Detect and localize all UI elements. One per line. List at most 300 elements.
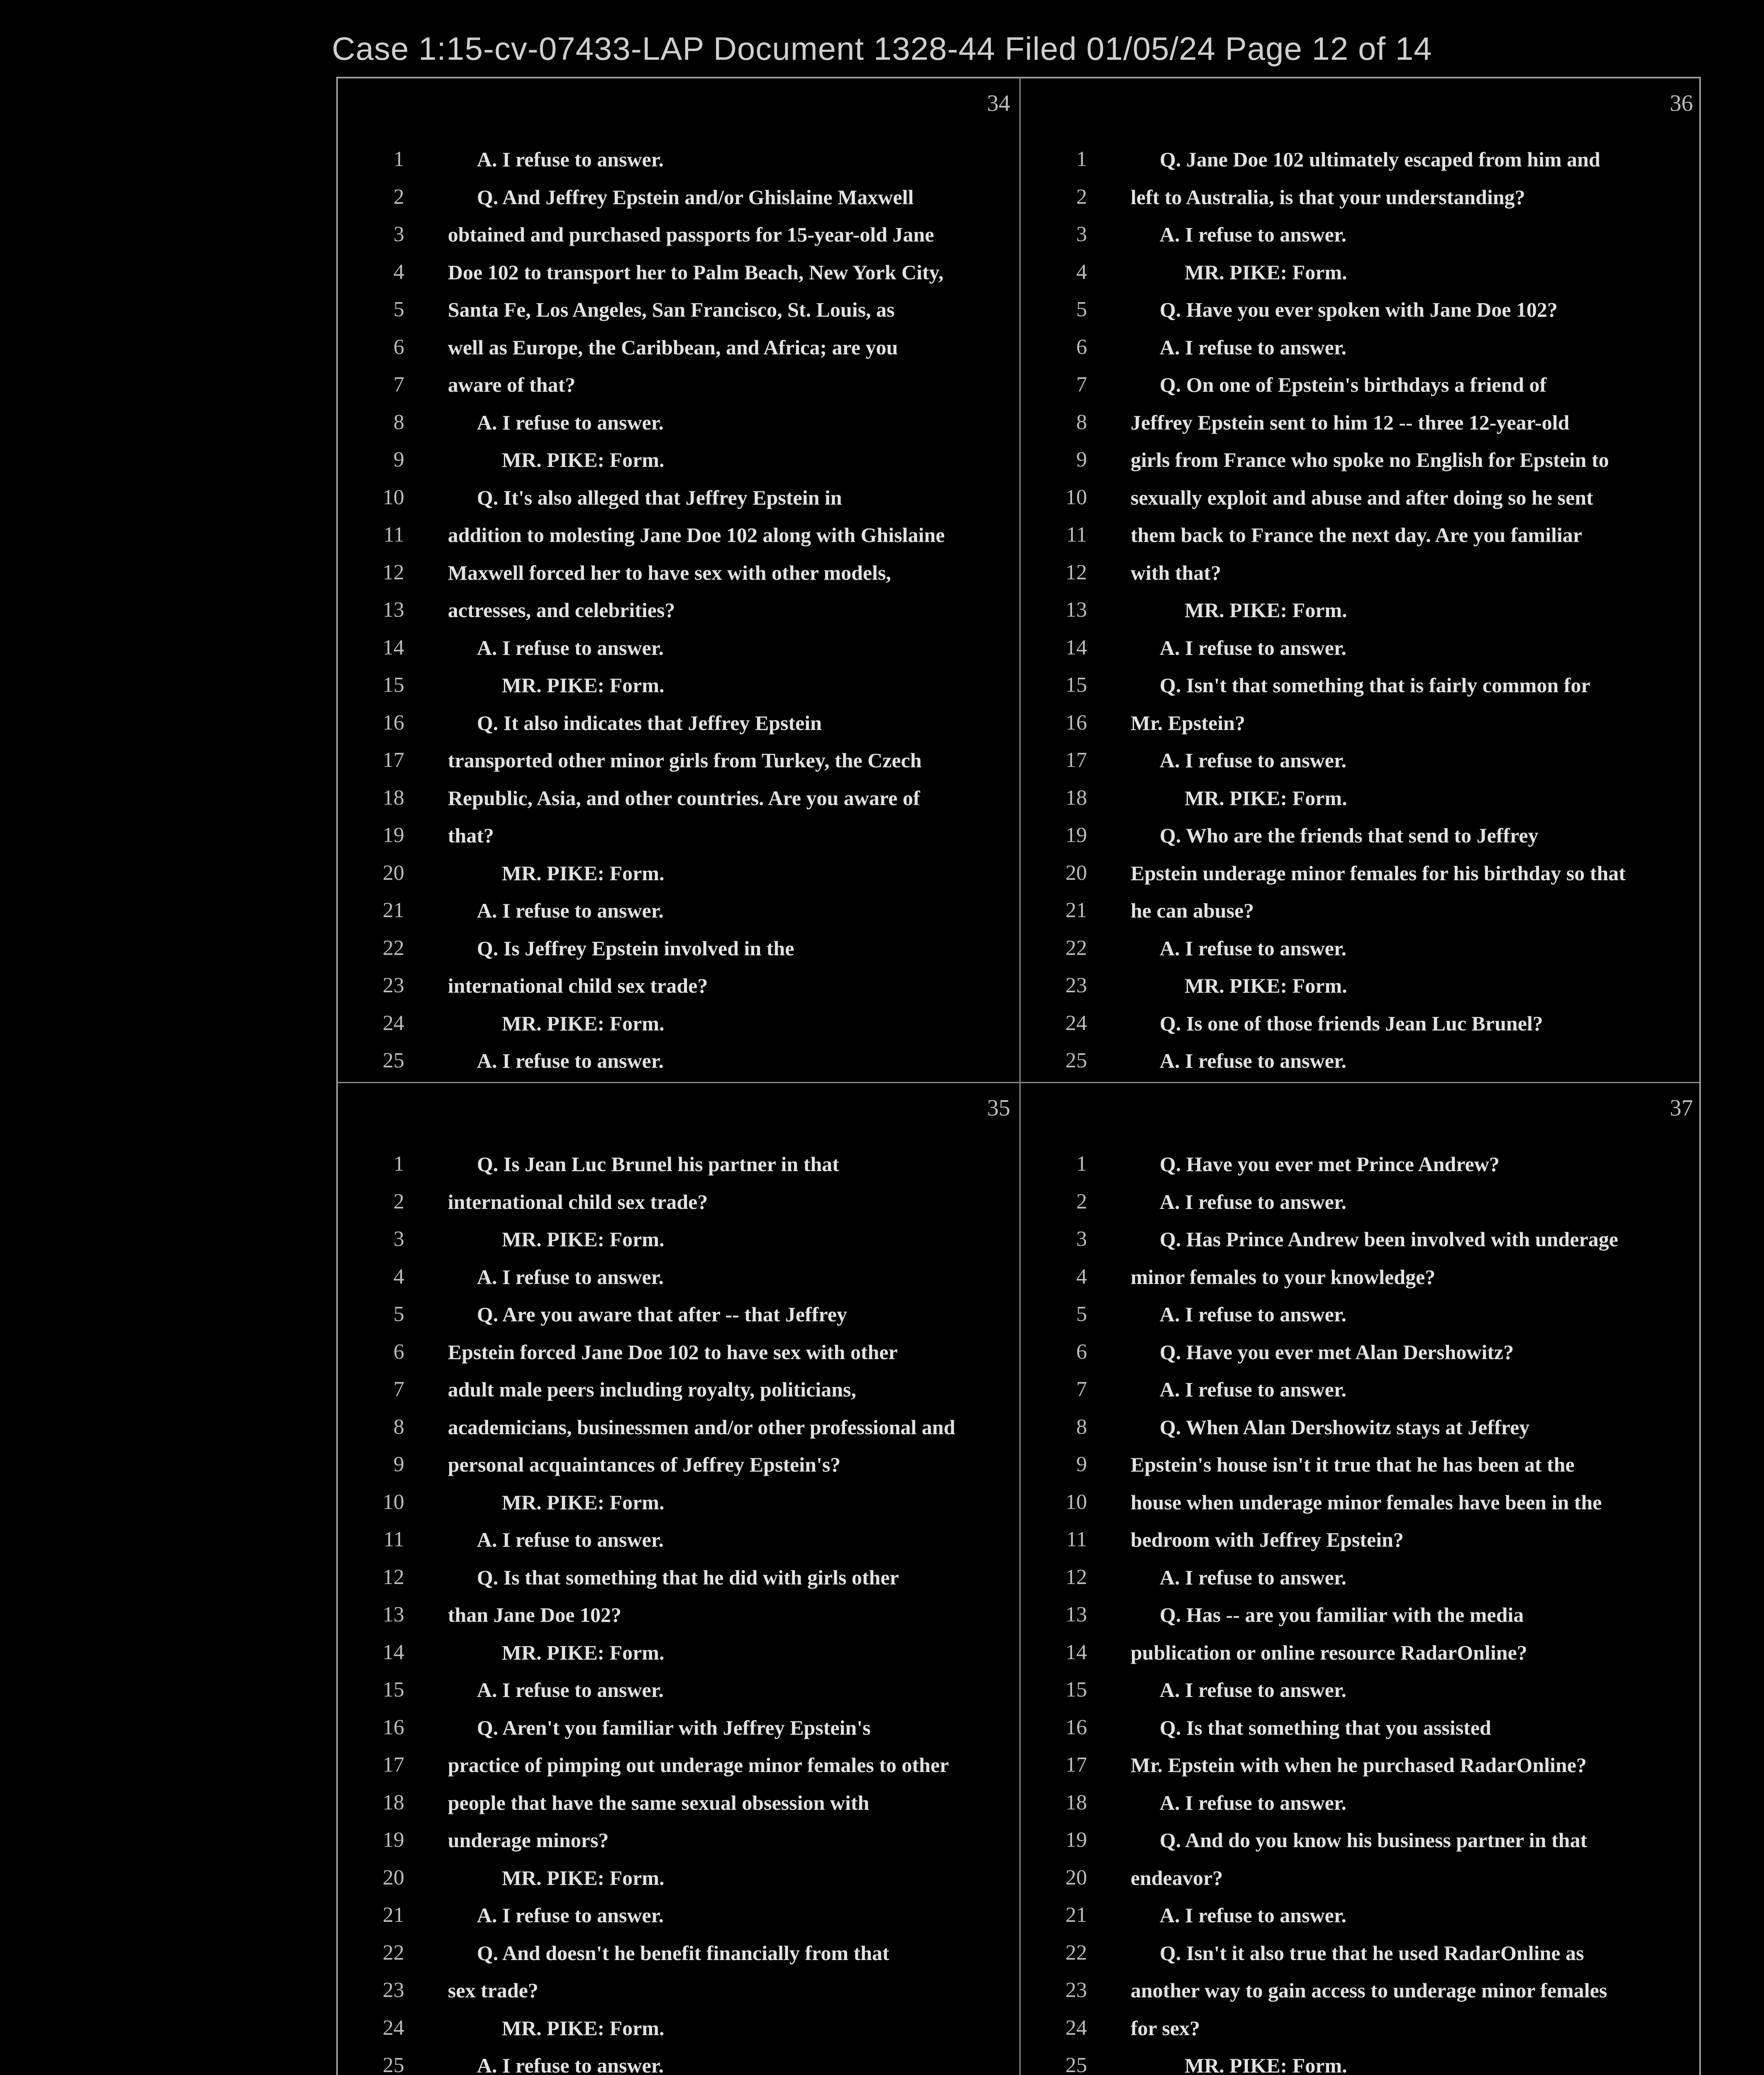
- line-text: A. I refuse to answer.: [1160, 223, 1346, 246]
- line-number: 15: [1065, 673, 1087, 697]
- line-text: underage minors?: [448, 1828, 609, 1852]
- line-number: 16: [383, 710, 404, 735]
- line-text: Q. Isn't that something that is fairly common for: [1160, 674, 1591, 697]
- line-text: Republic, Asia, and other countries. Are you aware of: [448, 786, 920, 810]
- line-text: publication or online resource RadarOnline?: [1131, 1640, 1527, 1664]
- transcript-line: [338, 254, 1019, 291]
- line-text: A. I refuse to answer.: [477, 148, 664, 171]
- line-text: sexually exploit and abuse and after doing so he sent: [1131, 486, 1593, 509]
- transcript-line: [338, 1559, 1019, 1597]
- line-text: Q. Is Jean Luc Brunel his partner in that: [477, 1152, 839, 1176]
- transcript-line: [1021, 1258, 1701, 1296]
- line-number: 6: [393, 335, 404, 359]
- transcript-line: [1021, 1634, 1701, 1672]
- line-number: 3: [393, 1227, 404, 1251]
- line-text: A. I refuse to answer.: [1160, 1190, 1346, 1213]
- transcript-lines: [1021, 1145, 1701, 2075]
- transcript-line: [338, 2047, 1019, 2075]
- transcript-line: [1021, 930, 1701, 967]
- line-text: MR. PIKE: Form.: [1185, 974, 1347, 997]
- transcript-line: [338, 178, 1019, 216]
- line-number: 12: [1065, 1565, 1087, 1589]
- line-number: 12: [1065, 560, 1087, 584]
- line-text: A. I refuse to answer.: [1160, 1565, 1346, 1589]
- line-text: MR. PIKE: Form.: [502, 2016, 665, 2040]
- transcript-line: [1021, 291, 1701, 329]
- line-number: 14: [1065, 1640, 1087, 1664]
- line-number: 19: [383, 1828, 404, 1852]
- transcript-line: [1021, 1934, 1701, 1972]
- line-text: Q. And doesn't he benefit financially from that: [477, 1941, 889, 1965]
- line-text: Q. Aren't you familiar with Jeffrey Epstein's: [477, 1716, 871, 1739]
- line-number: 4: [1076, 260, 1087, 284]
- transcript-line: [338, 930, 1019, 967]
- line-number: 9: [1076, 1452, 1087, 1476]
- line-number: 5: [393, 298, 404, 321]
- line-number: 13: [383, 598, 404, 622]
- line-number: 22: [1065, 1941, 1087, 1965]
- line-number: 16: [1065, 710, 1087, 735]
- transcript-line: [338, 1596, 1019, 1634]
- transcript-line: [1021, 366, 1701, 404]
- transcript-line: [1021, 2047, 1701, 2075]
- transcript-panel-page-37: [1021, 1083, 1701, 2075]
- transcript-line: [338, 1709, 1019, 1747]
- line-text: bedroom with Jeffrey Epstein?: [1131, 1528, 1404, 1551]
- transcript-line: [1021, 2009, 1701, 2047]
- line-text: than Jane Doe 102?: [448, 1603, 622, 1626]
- line-text: A. I refuse to answer.: [1160, 636, 1346, 659]
- transcript-line: [1021, 591, 1701, 629]
- line-number: 22: [383, 1941, 404, 1965]
- line-text: obtained and purchased passports for 15-year-old Jane: [448, 223, 934, 246]
- transcript-line: [1021, 629, 1701, 667]
- transcript-line: [338, 779, 1019, 817]
- transcript-line: [1021, 404, 1701, 442]
- transcript-line: [338, 854, 1019, 892]
- line-number: 20: [383, 861, 404, 885]
- line-text: Q. Have you ever spoken with Jane Doe 102?: [1160, 298, 1558, 321]
- line-text: Mr. Epstein?: [1131, 711, 1245, 735]
- transcript-line: [1021, 1296, 1701, 1333]
- transcript-line: [338, 1746, 1019, 1784]
- line-text: Q. Has -- are you familiar with the media: [1160, 1603, 1524, 1626]
- line-text: Q. Isn't it also true that he used RadarOnline as: [1160, 1941, 1584, 1965]
- line-number: 5: [1076, 298, 1087, 321]
- transcript-line: [338, 1784, 1019, 1822]
- line-number: 24: [383, 1011, 404, 1035]
- line-text: A. I refuse to answer.: [1160, 1904, 1346, 1927]
- transcript-line: [1021, 1821, 1701, 1859]
- transcript-line: [338, 892, 1019, 930]
- transcript-panel-page-36: [1021, 78, 1701, 1082]
- line-text: international child sex trade?: [448, 1190, 708, 1213]
- page-number: 36: [1670, 90, 1693, 116]
- line-number: 13: [1065, 1603, 1087, 1626]
- transcript-line: [338, 141, 1019, 178]
- transcript-panel-page-34: [338, 78, 1019, 1082]
- transcript-line: [1021, 554, 1701, 592]
- line-number: 4: [393, 260, 404, 284]
- page-number: 35: [987, 1095, 1010, 1121]
- line-text: Q. Is that something that he did with girls other: [477, 1565, 899, 1589]
- line-number: 12: [383, 560, 404, 584]
- line-text: girls from France who spoke no English for Epstein to: [1131, 448, 1609, 471]
- line-number: 11: [1066, 523, 1087, 547]
- line-number: 25: [383, 1049, 404, 1072]
- line-text: Mr. Epstein with when he purchased RadarOnline?: [1131, 1753, 1587, 1777]
- transcript-lines: [338, 1145, 1019, 2075]
- line-number: 12: [383, 1565, 404, 1589]
- line-number: 8: [1076, 410, 1087, 434]
- line-number: 5: [1076, 1302, 1087, 1326]
- line-number: 9: [1076, 448, 1087, 471]
- line-number: 23: [383, 974, 404, 997]
- line-text: A. I refuse to answer.: [477, 1049, 664, 1072]
- line-text: Q. Has Prince Andrew been involved with underage: [1160, 1228, 1618, 1251]
- transcript-line: [1021, 1859, 1701, 1897]
- transcript-line: [1021, 1784, 1701, 1822]
- line-number: 24: [1065, 1011, 1087, 1035]
- line-text: A. I refuse to answer.: [477, 1528, 664, 1551]
- line-text: A. I refuse to answer.: [477, 1265, 664, 1289]
- line-text: MR. PIKE: Form.: [502, 674, 665, 697]
- line-text: Jeffrey Epstein sent to him 12 -- three 12-year-old: [1131, 410, 1570, 434]
- line-text: Q. It also indicates that Jeffrey Epstein: [477, 711, 822, 735]
- transcript-line: [338, 329, 1019, 366]
- line-text: MR. PIKE: Form.: [502, 448, 665, 471]
- line-number: 2: [1076, 185, 1087, 209]
- line-text: A. I refuse to answer.: [477, 1904, 664, 1927]
- line-text: A. I refuse to answer.: [1160, 1303, 1346, 1326]
- line-number: 14: [383, 1640, 404, 1664]
- transcript-line: [338, 516, 1019, 554]
- transcript-line: [1021, 141, 1701, 178]
- line-number: 3: [1076, 1227, 1087, 1251]
- transcript-line: [338, 291, 1019, 329]
- transcript-line: [338, 1409, 1019, 1446]
- line-number: 16: [383, 1715, 404, 1739]
- transcript-line: [1021, 892, 1701, 930]
- line-number: 14: [383, 635, 404, 659]
- line-text: left to Australia, is that your understanding?: [1131, 185, 1525, 209]
- line-text: adult male peers including royalty, politicians,: [448, 1378, 856, 1401]
- line-text: personal acquaintances of Jeffrey Epstein's?: [448, 1453, 841, 1476]
- line-text: transported other minor girls from Turkey, the Czech: [448, 749, 922, 772]
- transcript-line: [1021, 1042, 1701, 1080]
- line-number: 17: [1065, 1753, 1087, 1777]
- line-number: 7: [1076, 373, 1087, 396]
- line-number: 18: [1065, 1790, 1087, 1814]
- transcript-line: [1021, 1596, 1701, 1634]
- transcript-line: [338, 1145, 1019, 1183]
- transcript-line: [1021, 1559, 1701, 1597]
- line-text: Q. When Alan Dershowitz stays at Jeffrey: [1160, 1415, 1530, 1439]
- line-text: Q. Is that something that you assisted: [1160, 1716, 1491, 1739]
- line-number: 13: [1065, 598, 1087, 622]
- line-text: MR. PIKE: Form.: [1185, 260, 1347, 284]
- line-text: A. I refuse to answer.: [1160, 1049, 1346, 1072]
- line-text: Q. Are you aware that after -- that Jeffrey: [477, 1303, 847, 1326]
- transcript-line: [338, 1221, 1019, 1258]
- line-number: 9: [393, 1452, 404, 1476]
- line-number: 23: [383, 1978, 404, 2002]
- transcript-line: [1021, 1409, 1701, 1446]
- transcript-line: [1021, 216, 1701, 254]
- line-text: MR. PIKE: Form.: [502, 1228, 665, 1251]
- line-number: 1: [393, 1152, 404, 1176]
- line-text: international child sex trade?: [448, 974, 708, 997]
- line-text: MR. PIKE: Form.: [1185, 2054, 1347, 2075]
- line-number: 4: [393, 1265, 404, 1289]
- line-number: 20: [383, 1865, 404, 1889]
- transcript-frame: [336, 77, 1701, 2075]
- line-number: 10: [1065, 485, 1087, 509]
- transcript-line: [338, 1634, 1019, 1672]
- transcript-line: [1021, 1333, 1701, 1371]
- line-text: A. I refuse to answer.: [1160, 936, 1346, 960]
- line-text: sex trade?: [448, 1979, 538, 2002]
- line-number: 19: [383, 823, 404, 847]
- transcript-line: [338, 1446, 1019, 1484]
- transcript-line: [338, 1333, 1019, 1371]
- transcript-line: [338, 1821, 1019, 1859]
- line-number: 6: [1076, 335, 1087, 359]
- line-text: A. I refuse to answer.: [1160, 749, 1346, 772]
- line-number: 9: [393, 448, 404, 471]
- transcript-line: [338, 1859, 1019, 1897]
- transcript-line: [1021, 967, 1701, 1005]
- line-number: 23: [1065, 974, 1087, 997]
- line-text: actresses, and celebrities?: [448, 598, 675, 622]
- transcript-line: [338, 479, 1019, 517]
- case-header: Case 1:15-cv-07433-LAP Document 1328-44 Filed 01/05/24 Page 12 of 14: [332, 30, 1432, 67]
- line-text: Q. And do you know his business partner in that: [1160, 1828, 1587, 1852]
- transcript-line: [338, 817, 1019, 854]
- transcript-line: [1021, 329, 1701, 366]
- line-number: 18: [1065, 786, 1087, 810]
- page-number: 37: [1670, 1095, 1693, 1121]
- line-number: 2: [393, 185, 404, 209]
- line-number: 11: [383, 523, 404, 547]
- transcript-line: [1021, 854, 1701, 892]
- line-text: house when underage minor females have been in the: [1131, 1490, 1602, 1514]
- transcript-line: [1021, 1145, 1701, 1183]
- line-number: 18: [383, 1790, 404, 1814]
- line-text: Q. Who are the friends that send to Jeffrey: [1160, 824, 1539, 847]
- line-number: 10: [383, 485, 404, 509]
- line-text: Epstein forced Jane Doe 102 to have sex with other: [448, 1340, 898, 1364]
- line-number: 22: [383, 936, 404, 960]
- line-text: A. I refuse to answer.: [477, 1678, 664, 1702]
- line-number: 6: [393, 1340, 404, 1364]
- transcript-line: [1021, 817, 1701, 854]
- line-number: 24: [383, 2016, 404, 2040]
- transcript-line: [1021, 479, 1701, 517]
- line-number: 21: [383, 898, 404, 922]
- transcript-line: [1021, 742, 1701, 779]
- line-text: Maxwell forced her to have sex with other models,: [448, 561, 891, 584]
- line-number: 21: [383, 1903, 404, 1927]
- line-number: 5: [393, 1302, 404, 1326]
- line-number: 19: [1065, 1828, 1087, 1852]
- line-text: MR. PIKE: Form.: [502, 1866, 665, 1889]
- line-text: MR. PIKE: Form.: [502, 1490, 665, 1514]
- line-number: 17: [383, 748, 404, 772]
- transcript-line: [338, 441, 1019, 479]
- line-text: A. I refuse to answer.: [477, 2054, 664, 2075]
- transcript-line: [338, 967, 1019, 1005]
- line-number: 13: [383, 1603, 404, 1626]
- transcript-panel-page-35: [338, 1083, 1019, 2075]
- line-text: he can abuse?: [1131, 899, 1254, 922]
- line-text: MR. PIKE: Form.: [502, 861, 665, 885]
- line-number: 18: [383, 786, 404, 810]
- line-number: 15: [1065, 1678, 1087, 1702]
- page-number: 34: [987, 90, 1010, 116]
- line-number: 21: [1065, 1903, 1087, 1927]
- line-number: 10: [1065, 1490, 1087, 1514]
- line-number: 3: [1076, 222, 1087, 246]
- line-number: 6: [1076, 1340, 1087, 1364]
- transcript-line: [338, 704, 1019, 742]
- line-text: that?: [448, 824, 494, 847]
- line-number: 24: [1065, 2016, 1087, 2040]
- line-number: 8: [393, 410, 404, 434]
- transcript-line: [338, 1258, 1019, 1296]
- line-number: 10: [383, 1490, 404, 1514]
- transcript-line: [1021, 516, 1701, 554]
- transcript-lines: [338, 141, 1019, 1080]
- line-text: Q. It's also alleged that Jeffrey Epstein in: [477, 486, 842, 509]
- line-number: 7: [393, 373, 404, 396]
- line-text: MR. PIKE: Form.: [1185, 598, 1347, 622]
- line-number: 15: [383, 1678, 404, 1702]
- line-number: 8: [1076, 1415, 1087, 1439]
- transcript-line: [338, 1183, 1019, 1221]
- line-number: 16: [1065, 1715, 1087, 1739]
- line-number: 1: [1076, 147, 1087, 171]
- line-number: 21: [1065, 898, 1087, 922]
- transcript-line: [1021, 1746, 1701, 1784]
- line-number: 20: [1065, 861, 1087, 885]
- line-number: 2: [393, 1189, 404, 1213]
- line-number: 23: [1065, 1978, 1087, 2002]
- transcript-line: [338, 2009, 1019, 2047]
- line-text: Q. Is one of those friends Jean Luc Brunel?: [1160, 1011, 1543, 1035]
- line-text: Santa Fe, Los Angeles, San Francisco, St. Louis, as: [448, 298, 895, 321]
- transcript-line: [338, 1671, 1019, 1709]
- transcript-line: [1021, 1371, 1701, 1409]
- line-text: aware of that?: [448, 373, 576, 396]
- line-number: 11: [1066, 1528, 1087, 1551]
- line-text: addition to molesting Jane Doe 102 along with Ghislaine: [448, 523, 945, 547]
- transcript-line: [1021, 254, 1701, 291]
- line-text: Q. Jane Doe 102 ultimately escaped from him and: [1160, 148, 1600, 171]
- transcript-line: [338, 742, 1019, 779]
- transcript-line: [1021, 441, 1701, 479]
- line-number: 17: [1065, 748, 1087, 772]
- line-text: A. I refuse to answer.: [1160, 1678, 1346, 1702]
- transcript-line: [1021, 1972, 1701, 2009]
- line-text: Epstein underage minor females for his birthday so that: [1131, 861, 1626, 885]
- transcript-line: [338, 1897, 1019, 1934]
- line-number: 20: [1065, 1865, 1087, 1889]
- transcript-line: [338, 1934, 1019, 1972]
- line-number: 7: [1076, 1377, 1087, 1401]
- transcript-line: [338, 1484, 1019, 1521]
- line-text: for sex?: [1131, 2016, 1200, 2040]
- transcript-line: [1021, 704, 1701, 742]
- transcript-line: [1021, 1183, 1701, 1221]
- line-number: 1: [1076, 1152, 1087, 1176]
- line-text: Q. On one of Epstein's birthdays a friend of: [1160, 373, 1547, 396]
- transcript-line: [338, 216, 1019, 254]
- transcript-line: [1021, 1221, 1701, 1258]
- transcript-line: [338, 554, 1019, 592]
- line-text: A. I refuse to answer.: [1160, 335, 1346, 359]
- line-number: 25: [1065, 2053, 1087, 2075]
- line-number: 25: [1065, 1049, 1087, 1072]
- line-number: 25: [383, 2053, 404, 2075]
- transcript-line: [338, 1972, 1019, 2009]
- transcript-line: [1021, 1897, 1701, 1934]
- line-text: Q. Have you ever met Alan Dershowitz?: [1160, 1340, 1514, 1364]
- transcript-lines: [1021, 141, 1701, 1080]
- line-number: 15: [383, 673, 404, 697]
- line-number: 17: [383, 1753, 404, 1777]
- line-text: MR. PIKE: Form.: [502, 1011, 665, 1035]
- line-number: 3: [393, 222, 404, 246]
- line-text: MR. PIKE: Form.: [502, 1640, 665, 1664]
- line-text: MR. PIKE: Form.: [1185, 786, 1347, 810]
- transcript-line: [1021, 779, 1701, 817]
- line-number: 22: [1065, 936, 1087, 960]
- transcript-line: [338, 591, 1019, 629]
- transcript-line: [1021, 1709, 1701, 1747]
- transcript-line: [338, 366, 1019, 404]
- line-text: them back to France the next day. Are you familiar: [1131, 523, 1582, 547]
- line-text: A. I refuse to answer.: [477, 410, 664, 434]
- line-number: 7: [393, 1377, 404, 1401]
- line-number: 1: [393, 147, 404, 171]
- line-text: A. I refuse to answer.: [477, 636, 664, 659]
- transcript-line: [338, 629, 1019, 667]
- line-text: practice of pimping out underage minor females to other: [448, 1753, 949, 1777]
- line-text: Q. And Jeffrey Epstein and/or Ghislaine Maxwell: [477, 185, 914, 209]
- line-text: endeavor?: [1131, 1866, 1223, 1889]
- line-text: another way to gain access to underage minor females: [1131, 1979, 1608, 2002]
- transcript-line: [1021, 1671, 1701, 1709]
- transcript-line: [338, 1371, 1019, 1409]
- transcript-line: [338, 1005, 1019, 1042]
- line-text: academicians, businessmen and/or other professional and: [448, 1415, 955, 1439]
- line-text: A. I refuse to answer.: [1160, 1791, 1346, 1814]
- line-text: minor females to your knowledge?: [1131, 1265, 1436, 1289]
- line-number: 19: [1065, 823, 1087, 847]
- line-text: Doe 102 to transport her to Palm Beach, New York City,: [448, 260, 944, 284]
- line-text: well as Europe, the Caribbean, and Africa; are you: [448, 335, 898, 359]
- transcript-line: [1021, 1521, 1701, 1559]
- line-number: 14: [1065, 635, 1087, 659]
- line-text: Q. Is Jeffrey Epstein involved in the: [477, 936, 794, 960]
- line-text: with that?: [1131, 561, 1222, 584]
- transcript-line: [338, 1296, 1019, 1333]
- line-text: Epstein's house isn't it true that he has been at the: [1131, 1453, 1575, 1476]
- transcript-line: [1021, 178, 1701, 216]
- line-number: 4: [1076, 1265, 1087, 1289]
- transcript-line: [1021, 1446, 1701, 1484]
